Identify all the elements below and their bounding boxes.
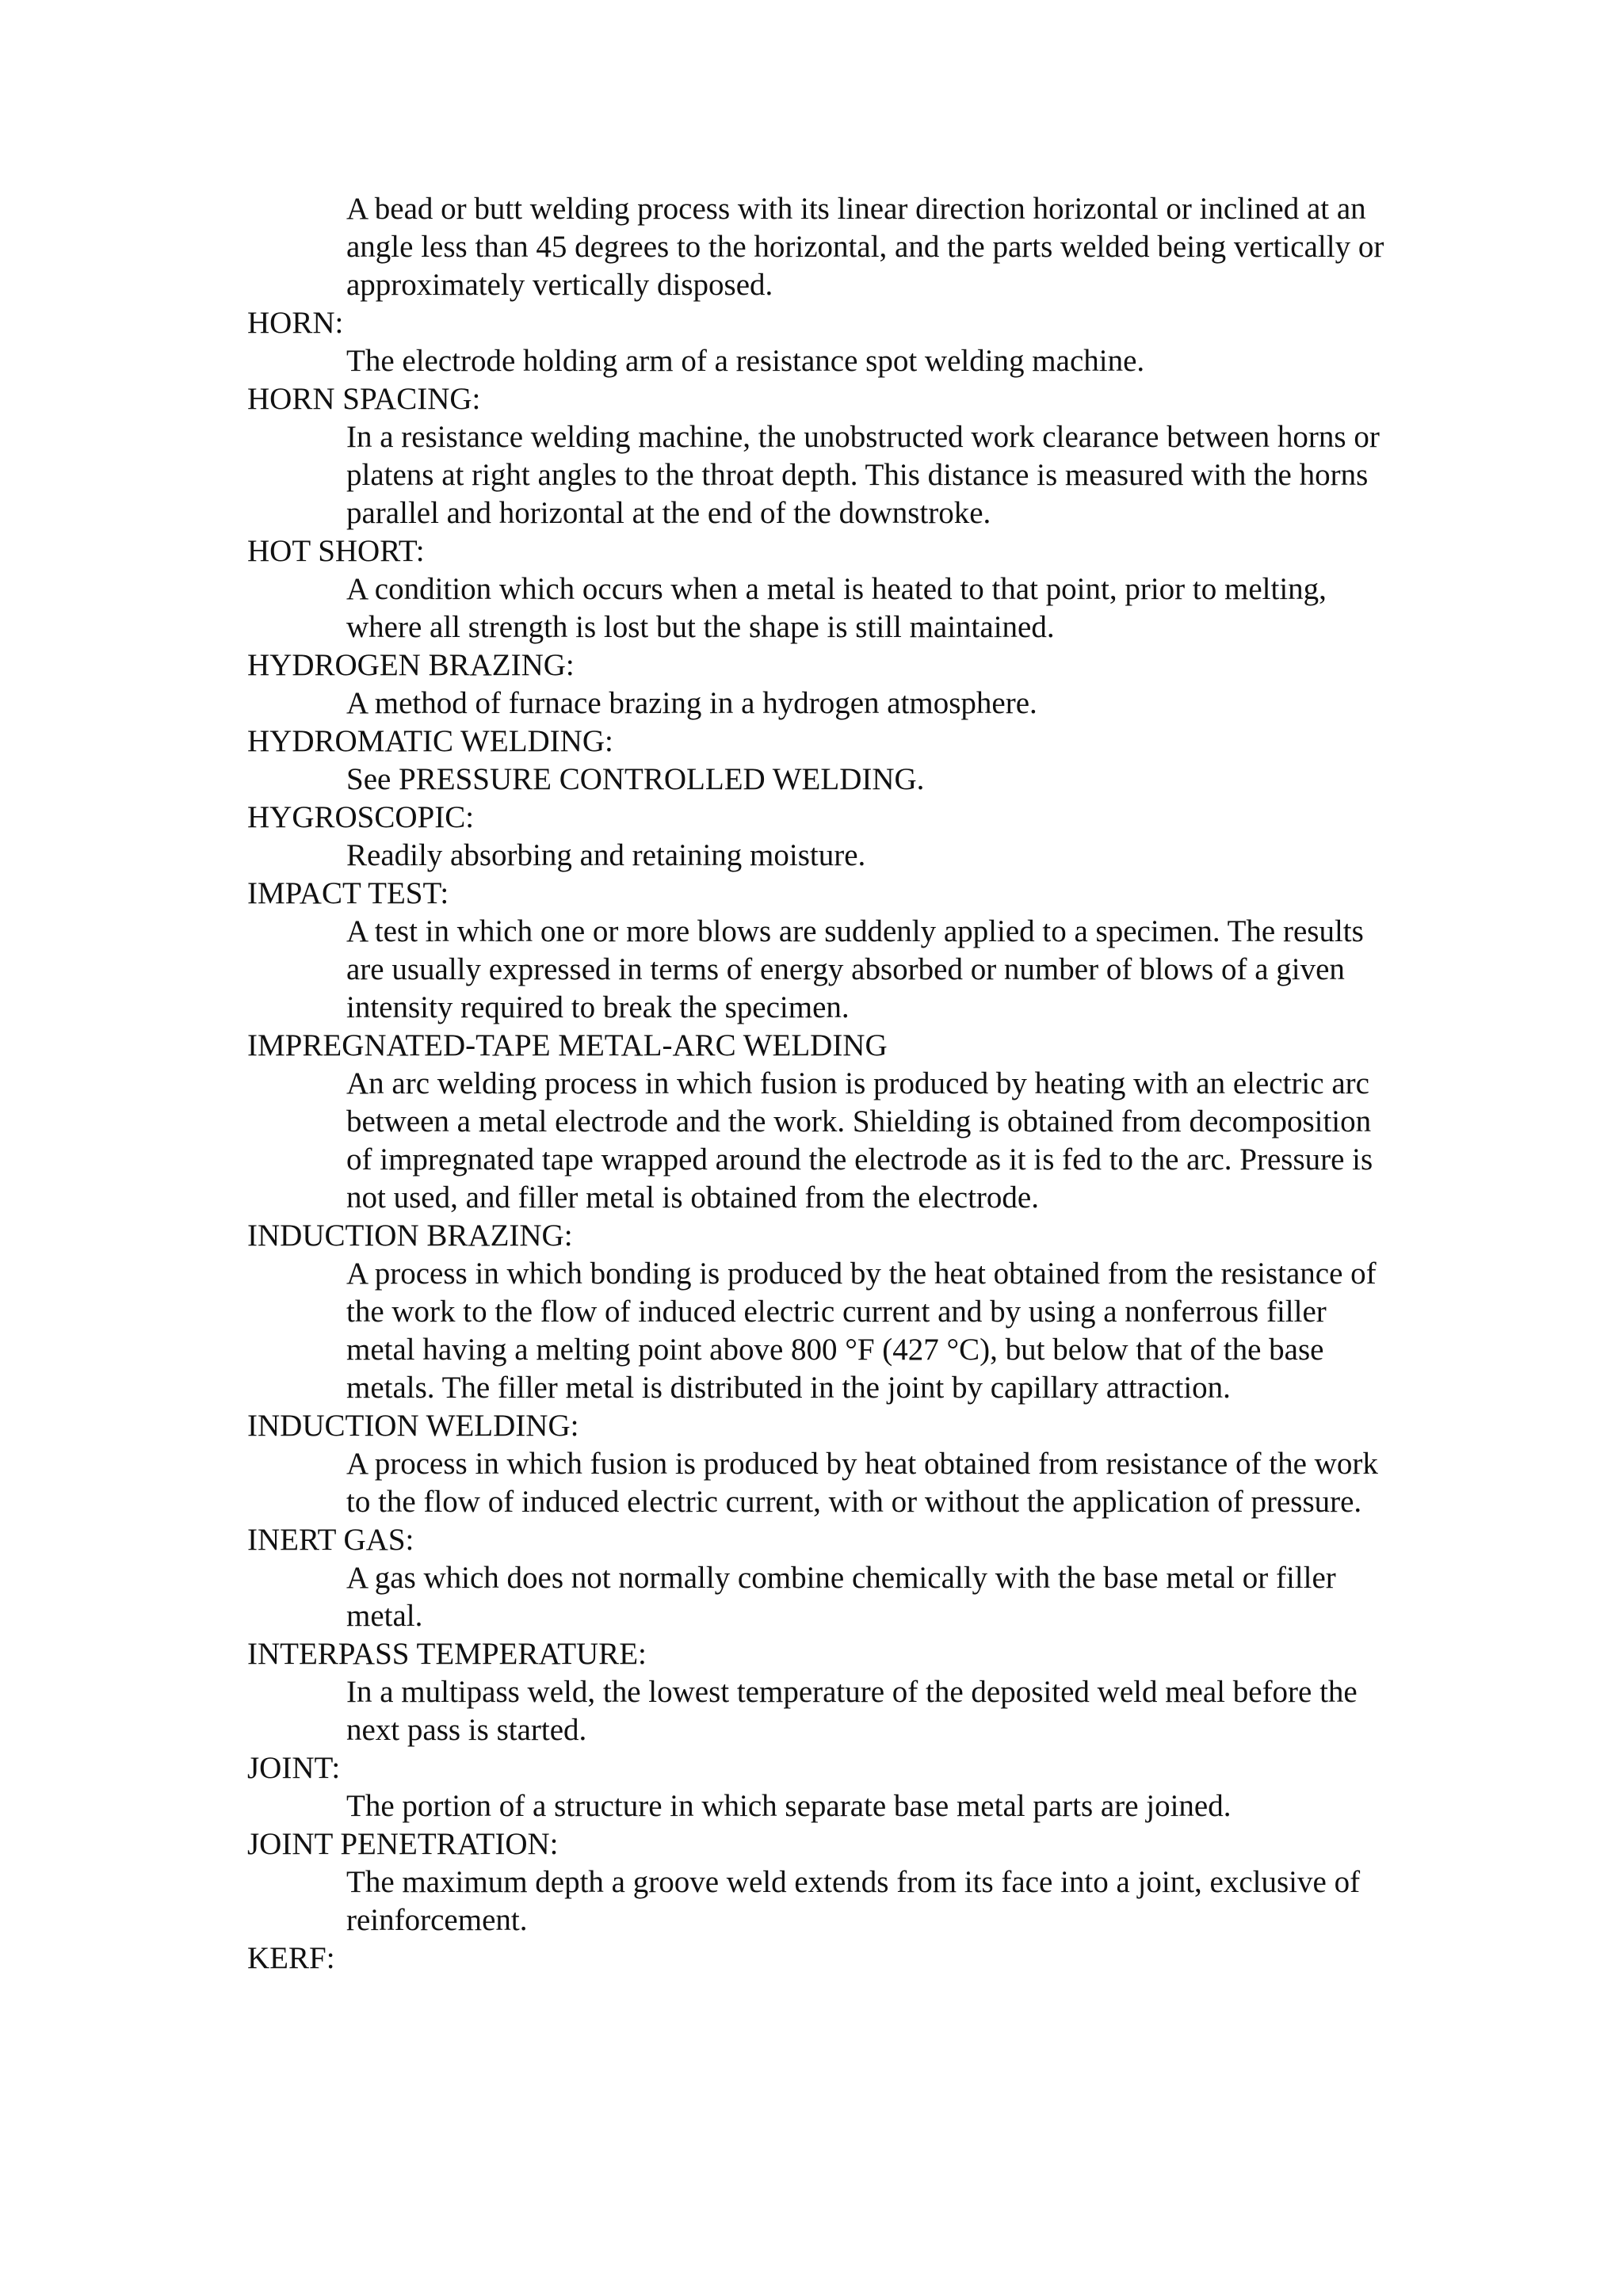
glossary-definition: See PRESSURE CONTROLLED WELDING. [346,762,925,796]
glossary-term: IMPACT TEST: [247,876,449,910]
glossary-entry [247,1521,1396,1635]
glossary-entry [247,304,1396,380]
glossary-entry [247,875,1396,1027]
glossary-term: INDUCTION WELDING: [247,1409,579,1443]
glossary-definition: In a resistance welding machine, the unobstructed work clearance between horns or platens at right angles to the throat depth. This distance is measured with the horns parallel and horizontal at the end of the downstroke. [346,420,1380,530]
glossary-definition: A condition which occurs when a metal is heated to that point, prior to melting, where all strength is lost but the shape is still maintained. [346,572,1327,644]
glossary-entry [247,1635,1396,1749]
glossary-entry [247,532,1396,646]
glossary-term: INDUCTION BRAZING: [247,1219,573,1253]
glossary-term: INERT GAS: [247,1523,414,1557]
glossary-entry [247,1749,1396,1825]
glossary-definition: A gas which does not normally combine chemically with the base metal or filler metal. [346,1561,1336,1633]
glossary-term: INTERPASS TEMPERATURE: [247,1637,647,1671]
glossary-entry [247,190,1396,304]
glossary-definition: A bead or butt welding process with its linear direction horizontal or inclined at an angle less than 45 degrees to the horizontal, and the parts welded being vertically or approximately vertically disposed. [346,192,1384,302]
glossary-term: JOINT: [247,1751,341,1785]
glossary-entry [247,1939,1396,1978]
glossary-entry [247,723,1396,799]
glossary-entry [247,1217,1396,1407]
glossary-term: HYGROSCOPIC: [247,800,475,834]
glossary-entry [247,1825,1396,1939]
glossary-term: HYDROMATIC WELDING: [247,724,613,758]
glossary-definition: A method of furnace brazing in a hydrogen atmosphere. [346,686,1037,720]
glossary-term: HORN SPACING: [247,382,481,416]
glossary-definition: A process in which fusion is produced by heat obtained from resistance of the work to the flow of induced electric current, with or without the application of pressure. [346,1447,1378,1519]
glossary-term: HYDROGEN BRAZING: [247,648,575,682]
glossary-entry [247,646,1396,723]
glossary-definition: A process in which bonding is produced by the heat obtained from the resistance of the work to the flow of induced electric current and by using a nonferrous filler metal having a melting point above 800 °F (427 °C), but below that of the base metals. The filler metal is distributed in the joint by capillary attraction. [346,1257,1377,1405]
glossary-definition: In a multipass weld, the lowest temperature of the deposited weld meal before the next pass is started. [346,1675,1358,1747]
glossary-definition: A test in which one or more blows are suddenly applied to a specimen. The results are usually expressed in terms of energy absorbed or number of blows of a given intensity required to break the specimen. [346,914,1364,1024]
glossary-term: JOINT PENETRATION: [247,1827,559,1861]
glossary-entry [247,1027,1396,1217]
glossary-definition: The portion of a structure in which separate base metal parts are joined. [346,1789,1232,1823]
glossary-term: KERF: [247,1941,335,1975]
glossary-list [247,190,1396,1978]
glossary-term: HOT SHORT: [247,534,425,568]
glossary-term: IMPREGNATED-TAPE METAL-ARC WELDING [247,1028,888,1062]
glossary-definition: An arc welding process in which fusion is produced by heating with an electric arc between a metal electrode and the work. Shielding is obtained from decomposition of impregnated tape wrapped around the electrode as it is fed to the arc. Pressure is not used, and filler metal is obtained from the electrode. [346,1066,1373,1215]
glossary-definition: Readily absorbing and retaining moisture. [346,838,866,872]
glossary-definition: The electrode holding arm of a resistance spot welding machine. [346,344,1145,378]
glossary-entry [247,1407,1396,1521]
glossary-term: HORN: [247,306,344,340]
glossary-entry [247,799,1396,875]
glossary-definition: The maximum depth a groove weld extends from its face into a joint, exclusive of reinforcement. [346,1865,1361,1937]
glossary-entry [247,380,1396,532]
